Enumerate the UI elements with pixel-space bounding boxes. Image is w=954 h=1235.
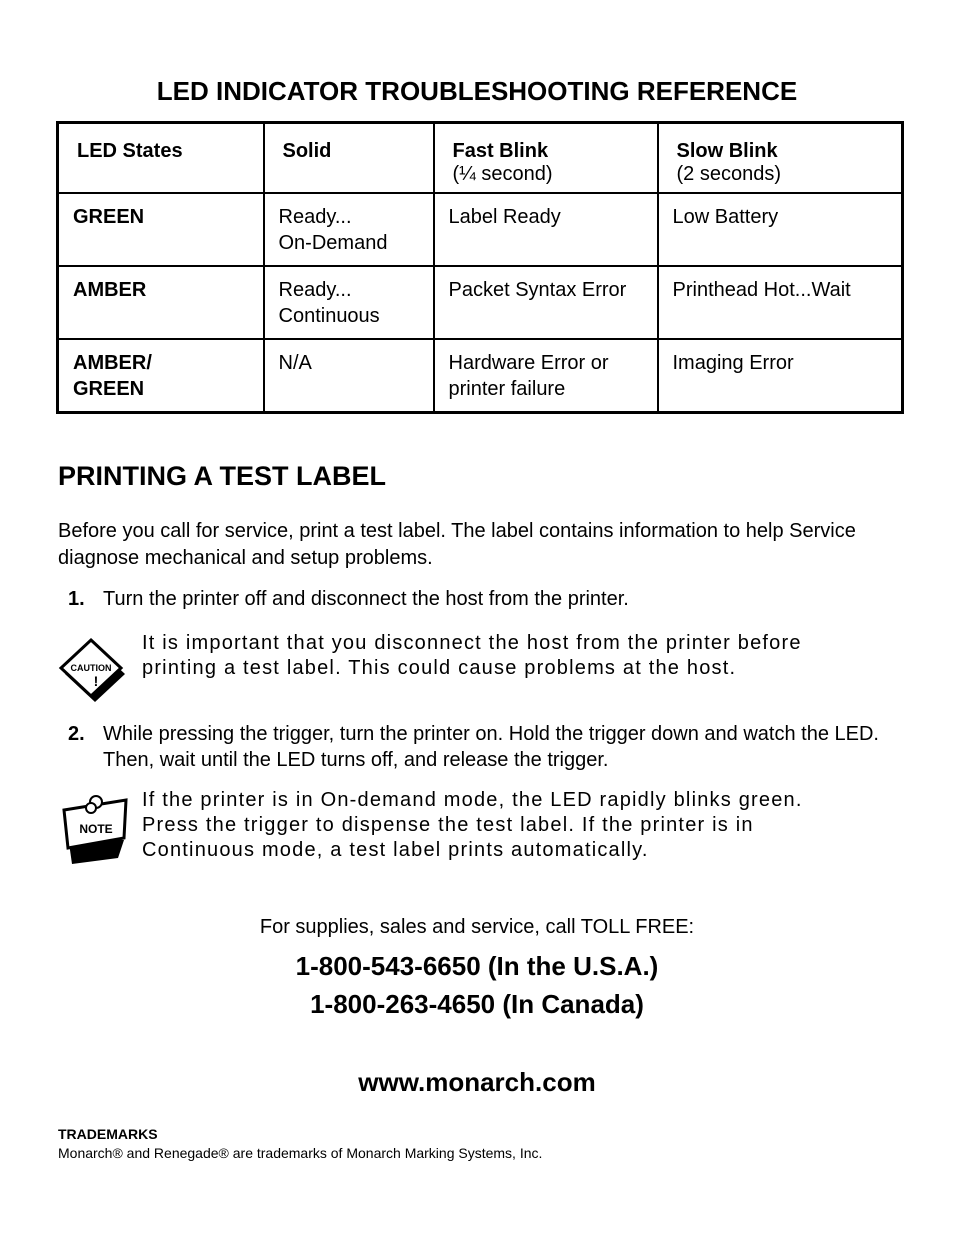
trademarks-heading: TRADEMARKS [58,1126,158,1142]
cell-slow: Imaging Error [658,339,903,413]
section-heading: PRINTING A TEST LABEL [58,461,386,491]
cell-solid: Ready... Continuous [264,266,434,339]
step-text: Turn the printer off and disconnect the host from the printer. [103,588,629,610]
cell-state: AMBER/ GREEN [58,339,264,413]
caution-text: It is important that you disconnect the host from the printer before printing a test label. This could cause problems at the host. [142,632,802,679]
phone-canada: 1-800-263-4650 (In Canada) [310,989,644,1019]
caution-icon [58,636,132,706]
step-text: While pressing the trigger, turn the printer on. Hold the trigger down and watch the LED. Then, wait until the LED turns off, and release the trigger. [103,723,879,771]
cell-slow: Low Battery [658,193,903,266]
table-row [58,266,903,339]
header-solid: Solid [264,123,434,194]
header-fast-blink-sub: (¼ second) [452,163,553,185]
caution-icon-label: CAUTION [70,663,112,673]
cell-solid: N/A [264,339,434,413]
cell-fast: Hardware Error or printer failure [434,339,658,413]
cell-fast: Label Ready [434,193,658,266]
cell-slow: Printhead Hot...Wait [658,266,903,339]
step-1 [58,586,888,612]
header-led-states: LED States [58,123,264,194]
header-fast-blink: Fast Blink (¼ second) [434,123,658,194]
trademarks-text: Monarch® and Renegade® are trademarks of Monarch Marking Systems, Inc. [58,1145,543,1161]
led-reference-table [56,121,904,414]
note-icon [58,790,132,866]
cell-state: GREEN [58,193,264,266]
table-row [58,339,903,413]
cell-solid: Ready... On-Demand [264,193,434,266]
page-title: LED INDICATOR TROUBLESHOOTING REFERENCE [156,76,798,106]
caution-icon-mark: ! [93,673,99,689]
phone-usa: 1-800-543-6650 (In the U.S.A.) [295,951,659,981]
header-slow-blink-sub: (2 seconds) [676,163,781,185]
cell-state: AMBER [58,266,264,339]
step-2 [58,721,888,773]
note-icon-label: NOTE [79,822,113,836]
note-text: If the printer is in On-demand mode, the LED rapidly blinks green. Press the trigger to dispense the test label. If the printer is in Continuous mode, a test label prints automatically. [142,789,803,861]
step-number: 2. [68,723,85,745]
header-slow-blink: Slow Blink (2 seconds) [658,123,903,194]
step-number: 1. [68,588,85,610]
cell-fast: Packet Syntax Error [434,266,658,339]
table-row [58,193,903,266]
intro-paragraph: Before you call for service, print a test label. The label contains information to help Service diagnose mechanical and setup problems. [58,520,856,569]
contact-lead: For supplies, sales and service, call TOLL FREE: [259,916,695,938]
website-link[interactable]: www.monarch.com [358,1067,596,1097]
table-header-row [58,123,903,194]
